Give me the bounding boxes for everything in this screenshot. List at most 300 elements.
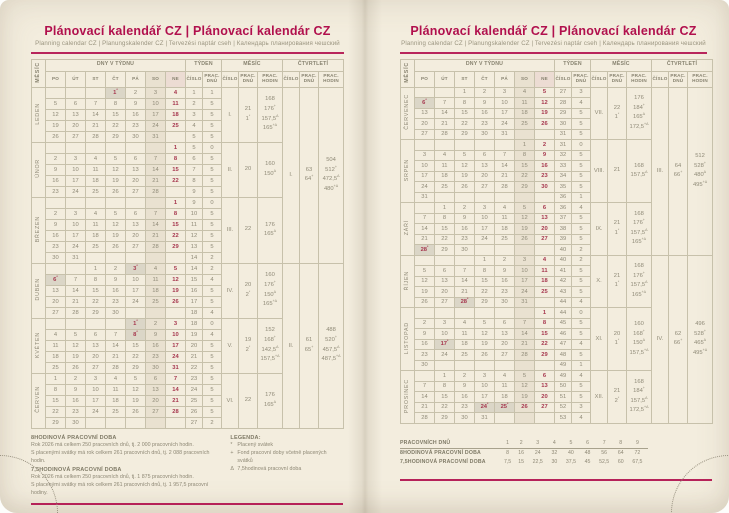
legend-symbol: + <box>230 449 234 456</box>
day-cell: 26 <box>126 406 146 417</box>
day-cell <box>86 142 106 153</box>
day-cell: 28 <box>146 186 166 197</box>
day-cell <box>475 140 495 151</box>
day-cell: 21 <box>495 171 515 182</box>
day-cell: 2 <box>495 255 515 266</box>
day-cell: 22 <box>455 119 475 130</box>
day-cell: 6 <box>495 318 515 329</box>
day-cell: 19 <box>455 171 475 182</box>
day-cell: 17* <box>435 339 455 350</box>
header-quarter-working-days: PRAC. DNŮ <box>669 71 688 87</box>
day-cell: 30 <box>46 252 66 263</box>
week-number-cell: 43 <box>555 287 572 298</box>
day-cell: 26 <box>166 296 186 307</box>
day-cell: 14 <box>166 384 186 395</box>
week-working-days-cell: 5 <box>203 285 222 296</box>
month-working-hours-cell: 152 168+ $142,5^\Delta$ $157,5^{+\Delta}$ <box>258 318 283 373</box>
day-cell: 18 <box>86 175 106 186</box>
header-quarter: ČTVRTLETÍ <box>652 59 713 71</box>
mini-value-cell: 40 <box>568 450 574 457</box>
day-cell: 1 <box>166 142 186 153</box>
day-cell: 14 <box>106 340 126 351</box>
header-day-6: NE <box>166 71 186 87</box>
month-number-cell: XII. <box>591 371 608 424</box>
month-number-cell: I. <box>222 87 239 142</box>
day-cell: 9 <box>46 164 66 175</box>
header-day-0: PO <box>415 71 435 87</box>
week-working-days-cell: 5 <box>203 351 222 362</box>
day-cell: 16 <box>126 109 146 120</box>
week-working-days-cell: 5 <box>572 381 591 392</box>
day-cell <box>166 252 186 263</box>
day-cell: 24 <box>435 350 455 361</box>
day-cell <box>46 197 66 208</box>
day-cell: 28 <box>146 241 166 252</box>
day-cell <box>86 87 106 98</box>
day-cell: 13 <box>66 109 86 120</box>
day-cell: 1* <box>106 87 126 98</box>
week-number-cell: 9 <box>186 186 203 197</box>
header-quarter-working-hours: PRAC. HODIN <box>688 71 713 87</box>
day-cell <box>455 192 475 203</box>
day-cell <box>415 87 435 98</box>
day-cell <box>66 263 86 274</box>
mini-value-cell: 72 <box>634 450 641 457</box>
month-working-hours-cell: 168 176+ $157,5^\Delta$ $165^{+\Delta}$ <box>627 255 652 308</box>
day-cell: 6 <box>86 329 106 340</box>
day-cell: 30 <box>475 129 495 140</box>
day-cell: 3* <box>126 263 146 274</box>
day-cell <box>166 417 186 428</box>
mini-value-cell: 22,5 <box>532 459 543 466</box>
week-number-cell: 50 <box>555 381 572 392</box>
day-cell: 12 <box>535 98 555 109</box>
day-cell: 27 <box>86 362 106 373</box>
header-day-3: ČT <box>475 71 495 87</box>
day-cell: 15 <box>166 164 186 175</box>
day-cell <box>66 318 86 329</box>
mini-value-cell: 1 <box>500 439 515 449</box>
day-cell: 10 <box>146 98 166 109</box>
day-cell: 30 <box>535 182 555 193</box>
month-number-cell: IV. <box>222 263 239 318</box>
day-cell: 24 <box>146 120 166 131</box>
quarter-number-cell: I. <box>283 87 300 263</box>
mini-value-cell: 7,5 <box>503 459 512 466</box>
month-working-days-cell: 22 <box>239 197 258 263</box>
calendar-body <box>32 87 344 428</box>
day-cell: 3 <box>515 255 535 266</box>
summary-75h-title: 7,5HODINOVÁ PRACOVNÍ DOBA <box>31 466 122 473</box>
week-working-days-cell: 5 <box>572 129 591 140</box>
day-cell: 27 <box>126 186 146 197</box>
day-cell: 25 <box>166 120 186 131</box>
day-cell: 14 <box>435 108 455 119</box>
header-day-2: ST <box>86 71 106 87</box>
day-cell <box>86 318 106 329</box>
day-cell: 22 <box>86 296 106 307</box>
mini-value-cell: 8 <box>506 450 509 457</box>
mini-row-label: 7,5HODINOVÁ PRACOVNÍ DOBA <box>400 459 486 466</box>
day-cell <box>66 87 86 98</box>
month-name: ČERVENEC <box>401 87 415 140</box>
week-working-days-cell: 4 <box>203 329 222 340</box>
header-week-working-days: PRAC. DNŮ <box>203 71 222 87</box>
day-cell: 5 <box>66 329 86 340</box>
day-cell: 4 <box>46 329 66 340</box>
week-working-days-cell: 5 <box>203 340 222 351</box>
day-cell: 16 <box>495 276 515 287</box>
day-cell <box>475 360 495 371</box>
month-working-hours-cell: 168 176+ $157,5^\Delta$ $165^{+\Delta}$ <box>627 203 652 256</box>
week-number-cell: 5 <box>186 142 203 153</box>
day-cell <box>495 245 515 256</box>
day-cell: 23 <box>455 234 475 245</box>
week-working-days-cell: 4 <box>572 98 591 109</box>
day-cell: 11 <box>106 384 126 395</box>
day-cell <box>86 252 106 263</box>
header-week: TÝDEN <box>186 59 222 71</box>
day-cell: 18 <box>146 285 166 296</box>
week-number-cell: 48 <box>555 350 572 361</box>
day-cell: 12 <box>475 329 495 340</box>
month-working-hours-cell: 168 $157,5^\Delta$ <box>627 140 652 203</box>
day-cell: 3 <box>415 150 435 161</box>
week-working-days-cell: 5 <box>203 296 222 307</box>
day-cell: 1 <box>166 197 186 208</box>
month-name: ÚNOR <box>32 142 46 197</box>
mini-value-cell: 3 <box>527 439 548 449</box>
day-cell: 20 <box>535 224 555 235</box>
day-cell <box>515 245 535 256</box>
day-cell: 25 <box>535 287 555 298</box>
day-cell: 6 <box>126 153 146 164</box>
day-cell: 13 <box>495 329 515 340</box>
day-cell: 25 <box>146 296 166 307</box>
day-cell: 27 <box>146 406 166 417</box>
day-cell: 9 <box>535 150 555 161</box>
day-cell: 17 <box>415 171 435 182</box>
header-quarter-working-days: PRAC. DNŮ <box>300 71 319 87</box>
day-cell: 7 <box>146 208 166 219</box>
week-number-cell: 22 <box>186 362 203 373</box>
week-number-cell: 49 <box>555 360 572 371</box>
day-cell: 26 <box>455 182 475 193</box>
week-number-cell: 44 <box>555 308 572 319</box>
week-row <box>32 263 344 274</box>
month-number-cell: X. <box>591 255 608 308</box>
day-cell: 23 <box>146 351 166 362</box>
mini-value-cell: 16 <box>518 450 525 457</box>
week-number-cell: 18 <box>186 318 203 329</box>
legend <box>222 434 343 498</box>
month-name: PROSINEC <box>401 371 415 424</box>
day-cell: 10 <box>515 266 535 277</box>
day-cell <box>166 131 186 142</box>
week-working-days-cell: 5 <box>572 182 591 193</box>
day-cell: 16 <box>46 175 66 186</box>
day-cell: 25 <box>515 119 535 130</box>
mini-value-cell: 6 <box>582 439 594 449</box>
day-cell: 4 <box>86 208 106 219</box>
day-cell <box>126 417 146 428</box>
quarter-number-cell: III. <box>652 87 669 255</box>
day-cell: 8 <box>106 98 126 109</box>
day-cell: 15 <box>86 285 106 296</box>
day-cell: 10 <box>166 329 186 340</box>
week-working-days-cell: 1 <box>572 192 591 203</box>
week-number-cell: 4 <box>186 120 203 131</box>
legend-text: Placený svátek <box>237 441 274 448</box>
header-day-5: SO <box>146 71 166 87</box>
week-working-days-cell: 5 <box>203 175 222 186</box>
mini-value-cell: 4 <box>548 439 560 449</box>
page-left <box>0 0 364 513</box>
day-cell: 18 <box>515 108 535 119</box>
week-working-days-cell: 4 <box>572 339 591 350</box>
day-cell <box>166 186 186 197</box>
mini-value-cell: 2 <box>515 439 527 449</box>
day-cell <box>435 87 455 98</box>
week-working-days-cell: 5 <box>203 395 222 406</box>
day-cell: 15 <box>515 161 535 172</box>
week-number-cell: 42 <box>555 276 572 287</box>
header-week-number: ČÍSLO <box>555 71 572 87</box>
day-cell: 16 <box>535 161 555 172</box>
week-number-cell: 15 <box>186 274 203 285</box>
day-cell: 13 <box>86 340 106 351</box>
week-working-days-cell: 5 <box>572 224 591 235</box>
week-number-cell: 11 <box>186 219 203 230</box>
header-week: TÝDEN <box>555 59 591 71</box>
month-name: LISTOPAD <box>401 308 415 371</box>
week-working-days-cell: 5 <box>572 266 591 277</box>
day-cell: 31 <box>515 297 535 308</box>
day-cell: 10 <box>475 381 495 392</box>
day-cell: 17 <box>475 392 495 403</box>
month-working-hours-cell: 160 176+ $150^\Delta$ $165^{+\Delta}$ <box>258 263 283 318</box>
day-cell: 3 <box>66 153 86 164</box>
day-cell: 19 <box>535 108 555 119</box>
page-subtitle: Planning calendar CZ | Planungskalender CZ | Tervezési naptár cseh | Календарь планирования чешский <box>401 40 706 47</box>
day-cell: 2 <box>46 153 66 164</box>
day-cell: 13 <box>126 164 146 175</box>
day-cell: 21 <box>146 175 166 186</box>
day-cell: 4 <box>535 255 555 266</box>
day-cell: 28 <box>515 350 535 361</box>
day-cell: 27 <box>475 182 495 193</box>
month-number-cell: III. <box>222 197 239 263</box>
day-cell: 6 <box>475 150 495 161</box>
day-cell: 29 <box>475 297 495 308</box>
day-cell: 1 <box>46 373 66 384</box>
calendar-table-first-half <box>31 59 344 429</box>
mini-value-cell: 64 <box>617 450 624 457</box>
month-working-days-cell: 22 <box>239 373 258 428</box>
day-cell: 5 <box>475 318 495 329</box>
header-day-1: ÚT <box>435 71 455 87</box>
day-cell: 30 <box>66 417 86 428</box>
day-cell: 16 <box>106 285 126 296</box>
week-number-cell: 32 <box>555 150 572 161</box>
day-cell: 4 <box>495 203 515 214</box>
day-cell: 10 <box>86 384 106 395</box>
header-rule <box>400 52 707 54</box>
month-working-days-cell: 20 <box>239 142 258 197</box>
week-number-cell: 38 <box>555 224 572 235</box>
week-working-days-cell: 5 <box>572 108 591 119</box>
mini-row <box>400 448 648 458</box>
day-cell: 16 <box>475 108 495 119</box>
week-working-days-cell: 5 <box>203 219 222 230</box>
month-working-hours-cell: 168 176+ $157,5^\Delta$ $165^{+\Delta}$ <box>258 87 283 142</box>
quarter-working-days-cell: 62 66+ <box>669 255 688 423</box>
header-month: MĚSÍC <box>591 59 652 71</box>
day-cell <box>495 413 515 424</box>
day-cell <box>435 140 455 151</box>
day-cell: 29 <box>535 350 555 361</box>
week-number-cell: 30 <box>555 119 572 130</box>
day-cell <box>415 140 435 151</box>
mini-value-cell: 52,5 <box>599 459 610 466</box>
week-number-cell: 5 <box>186 131 203 142</box>
day-cell: 6 <box>535 371 555 382</box>
day-cell: 26 <box>535 119 555 130</box>
day-cell: 15 <box>435 224 455 235</box>
week-working-days-cell: 5 <box>572 350 591 361</box>
day-cell: 23 <box>126 120 146 131</box>
day-cell: 21 <box>66 296 86 307</box>
day-cell: 26 <box>475 350 495 361</box>
header-month: MĚSÍC <box>222 59 283 71</box>
week-working-days-cell: 0 <box>203 142 222 153</box>
day-cell: 28* <box>455 297 475 308</box>
day-cell <box>495 360 515 371</box>
day-cell: 5 <box>126 373 146 384</box>
day-cell: 14 <box>455 276 475 287</box>
summary-8h-line1: Rok 2026 má celkem 250 pracovních dnů, tj. 2 000 pracovních hodin. <box>31 441 194 448</box>
day-cell: 20 <box>495 339 515 350</box>
day-cell: 10 <box>66 164 86 175</box>
week-number-cell: 51 <box>555 392 572 403</box>
day-cell: 28 <box>415 413 435 424</box>
day-cell: 12 <box>166 274 186 285</box>
week-number-cell: 14 <box>186 252 203 263</box>
day-cell <box>146 307 166 318</box>
day-cell: 25 <box>106 406 126 417</box>
week-number-cell: 17 <box>186 296 203 307</box>
day-cell: 19 <box>515 224 535 235</box>
mini-value-cell: 48 <box>584 450 591 457</box>
day-cell: 9 <box>495 266 515 277</box>
day-cell: 14 <box>495 161 515 172</box>
day-cell: 5 <box>515 203 535 214</box>
day-cell: 4 <box>435 150 455 161</box>
day-cell: 14 <box>415 392 435 403</box>
mini-value-cell: 9 <box>627 439 648 449</box>
day-cell: 8 <box>475 266 495 277</box>
page-title: Plánovací kalendář CZ | Plánovací kalendár CZ <box>44 24 331 38</box>
day-cell: 16 <box>146 340 166 351</box>
day-cell: 8 <box>515 150 535 161</box>
day-cell: 10 <box>126 274 146 285</box>
month-working-hours-cell: 176 $165^\Delta$ <box>258 373 283 428</box>
week-number-cell: 23 <box>186 373 203 384</box>
day-cell: 8 <box>166 208 186 219</box>
day-cell: 3 <box>475 371 495 382</box>
day-cell: 18 <box>86 230 106 241</box>
month-number-cell: II. <box>222 142 239 197</box>
day-cell: 22 <box>46 406 66 417</box>
day-cell: 17 <box>66 175 86 186</box>
day-cell <box>146 197 166 208</box>
day-cell <box>66 197 86 208</box>
day-cell <box>126 307 146 318</box>
day-cell: 7 <box>515 318 535 329</box>
legend-symbol: Δ <box>230 465 234 472</box>
day-cell <box>535 297 555 308</box>
mini-value-cell: 5 <box>560 439 581 449</box>
mini-value-cell: 8 <box>615 439 627 449</box>
week-number-cell: 13 <box>186 241 203 252</box>
week-number-cell: 21 <box>186 351 203 362</box>
month-name: ČERVEN <box>32 373 46 428</box>
day-cell: 12 <box>126 384 146 395</box>
header-month-working-days: PRAC. DNŮ <box>239 71 258 87</box>
day-cell: 3 <box>166 318 186 329</box>
day-cell: 7 <box>146 153 166 164</box>
header-day-2: ST <box>455 71 475 87</box>
week-number-cell: 40 <box>555 245 572 256</box>
day-cell: 26 <box>106 241 126 252</box>
day-cell: 2 <box>106 263 126 274</box>
header-week-number: ČÍSLO <box>186 71 203 87</box>
day-cell: 30 <box>126 131 146 142</box>
week-working-days-cell: 5 <box>572 318 591 329</box>
day-cell <box>515 413 535 424</box>
day-cell: 27 <box>495 350 515 361</box>
day-cell: 2 <box>415 318 435 329</box>
month-name: ZÁŘÍ <box>401 203 415 256</box>
day-cell: 17 <box>515 276 535 287</box>
day-cell: 23 <box>46 186 66 197</box>
day-cell: 14 <box>146 164 166 175</box>
week-number-cell: 3 <box>186 109 203 120</box>
week-number-cell: 34 <box>555 171 572 182</box>
week-working-days-cell: 5 <box>203 120 222 131</box>
day-cell: 6* <box>415 98 435 109</box>
day-cell: 16 <box>455 224 475 235</box>
calendar-header <box>32 59 344 87</box>
day-cell <box>146 417 166 428</box>
day-cell: 8 <box>166 153 186 164</box>
week-working-days-cell: 1 <box>572 360 591 371</box>
day-cell: 1 <box>475 255 495 266</box>
day-cell: 20 <box>126 230 146 241</box>
day-cell: 7 <box>66 274 86 285</box>
day-cell: 29 <box>515 182 535 193</box>
header-rule <box>31 52 344 54</box>
month-working-hours-cell: 160 $150^\Delta$ <box>258 142 283 197</box>
day-cell: 31 <box>475 413 495 424</box>
header-month-working-hours: PRAC. HODIN <box>627 71 652 87</box>
day-cell: 2 <box>455 203 475 214</box>
day-cell <box>166 307 186 318</box>
week-working-days-cell: 0 <box>203 318 222 329</box>
calendar-body <box>401 87 713 423</box>
day-cell: 31 <box>66 252 86 263</box>
day-cell: 15 <box>166 219 186 230</box>
